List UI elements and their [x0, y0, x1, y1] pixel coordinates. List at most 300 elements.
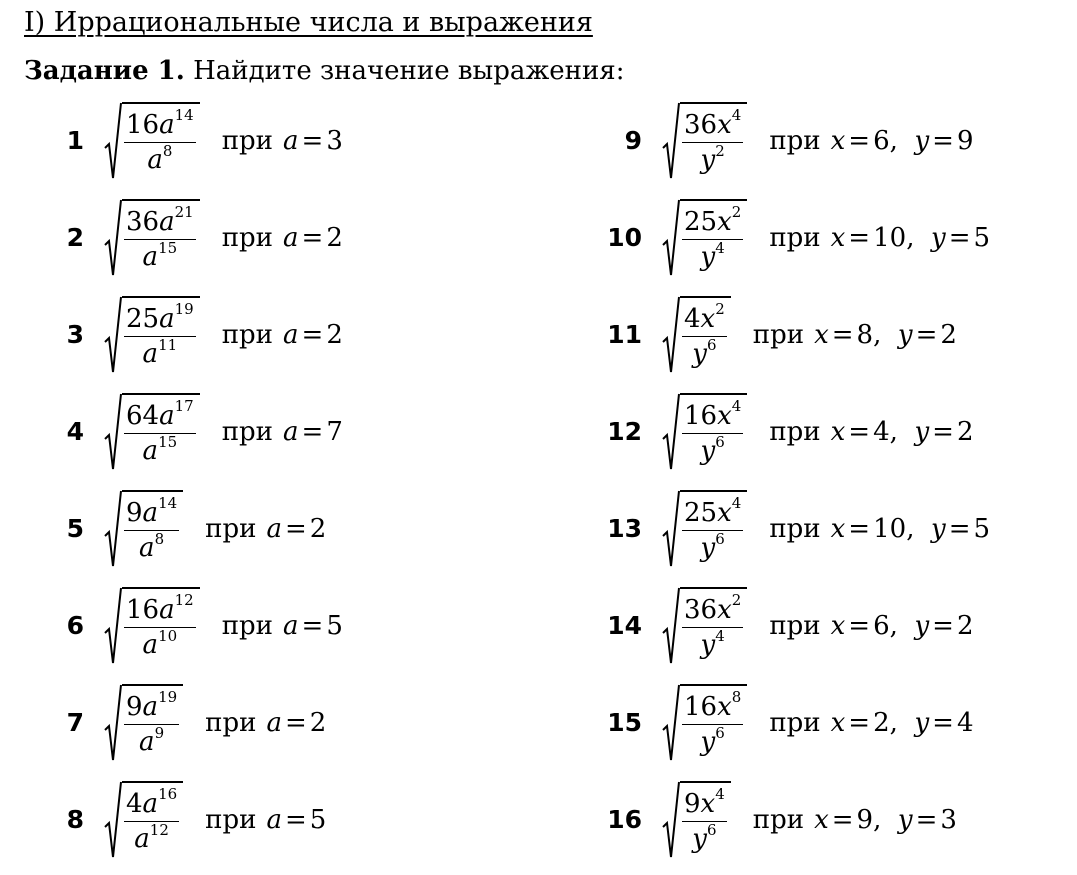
- condition-value: 6: [873, 125, 890, 156]
- condition-word: при: [221, 125, 274, 156]
- denominator-exponent: 10: [158, 626, 178, 645]
- condition-value: 10: [873, 513, 907, 544]
- numerator-coefficient: 36: [126, 206, 160, 237]
- problem-item: [600, 286, 957, 383]
- fraction: [124, 785, 179, 855]
- radical-sign-icon: [662, 490, 680, 568]
- numerator-coefficient: 36: [684, 594, 718, 625]
- condition-value: 3: [940, 804, 957, 835]
- denominator-exponent: 4: [715, 626, 725, 645]
- denominator-variable: a: [142, 242, 159, 273]
- equals-sign: =: [284, 804, 307, 835]
- problem-number: 10: [607, 223, 642, 252]
- condition-word: при: [769, 222, 821, 253]
- problem-number: 6: [66, 611, 84, 640]
- condition-value: 9: [956, 125, 974, 156]
- fraction-denominator: [145, 141, 174, 176]
- fraction-numerator: [682, 591, 743, 626]
- condition-word: при: [769, 125, 821, 156]
- condition: [222, 126, 343, 156]
- equals-sign: =: [831, 319, 854, 350]
- radicand: [122, 296, 200, 374]
- condition-separator: ,: [889, 416, 915, 447]
- fraction: [682, 688, 743, 758]
- condition-value: 2: [326, 222, 343, 253]
- fraction-denominator: [699, 529, 727, 564]
- fraction-denominator: [141, 335, 180, 370]
- condition-variable: a: [283, 222, 299, 253]
- denominator-exponent: 6: [715, 529, 725, 548]
- fraction: [124, 688, 179, 758]
- fraction-numerator: [124, 688, 179, 723]
- condition-variable: x: [814, 319, 829, 350]
- denominator-exponent: 4: [715, 238, 725, 257]
- denominator-variable: y: [700, 242, 716, 273]
- square-root: [662, 684, 747, 762]
- denominator-exponent: 6: [706, 820, 717, 839]
- condition: [222, 320, 343, 350]
- numerator-variable: a: [159, 400, 175, 431]
- radical-sign-icon: [662, 199, 680, 277]
- fraction: [682, 591, 743, 661]
- equals-sign: =: [301, 319, 324, 350]
- condition: [205, 708, 326, 738]
- problem-item: [600, 480, 990, 577]
- radical-sign-icon: [104, 587, 122, 665]
- problem-item: [42, 286, 343, 383]
- radicand: [122, 490, 183, 568]
- numerator-exponent: 8: [731, 688, 742, 707]
- condition-value: 6: [873, 610, 890, 641]
- condition-separator: ,: [889, 707, 915, 738]
- condition-separator: ,: [873, 804, 898, 835]
- numerator-exponent: 4: [731, 106, 742, 125]
- denominator-variable: y: [700, 533, 716, 564]
- fraction-denominator: [690, 820, 718, 855]
- numerator-exponent: 16: [158, 785, 178, 804]
- numerator-variable: x: [717, 400, 732, 431]
- fraction-bar: [682, 821, 727, 823]
- fraction-denominator: [699, 141, 727, 176]
- fraction: [682, 494, 743, 564]
- fraction-denominator: [141, 432, 180, 467]
- denominator-exponent: 6: [715, 432, 725, 451]
- condition-word: при: [752, 319, 805, 350]
- radicand: [680, 393, 747, 471]
- denominator-exponent: 9: [154, 723, 165, 742]
- denominator-variable: y: [692, 824, 707, 855]
- numerator-coefficient: 9: [126, 497, 143, 528]
- condition-variable: y: [914, 610, 930, 641]
- condition-variable: a: [266, 804, 282, 835]
- problem-number: 12: [607, 417, 642, 446]
- fraction-numerator: [124, 591, 196, 626]
- square-root: [662, 102, 747, 180]
- equals-sign: =: [301, 222, 324, 253]
- fraction-bar: [682, 530, 743, 532]
- radical-sign-icon: [662, 587, 680, 665]
- denominator-exponent: 15: [158, 238, 178, 257]
- numerator-variable: a: [142, 691, 159, 722]
- condition: [769, 611, 973, 641]
- condition-variable: a: [283, 416, 299, 447]
- numerator-variable: x: [717, 109, 732, 140]
- condition-word: при: [221, 222, 274, 253]
- condition-word: при: [221, 416, 274, 447]
- square-root: [104, 684, 183, 762]
- numerator-exponent: 14: [174, 106, 194, 125]
- numerator-coefficient: 16: [126, 594, 160, 625]
- numerator-coefficient: 64: [126, 400, 160, 431]
- fraction-numerator: [124, 106, 196, 141]
- condition-variable: a: [266, 707, 282, 738]
- problem-item: [600, 383, 973, 480]
- radicand: [122, 781, 183, 859]
- numerator-coefficient: 25: [684, 497, 718, 528]
- problem-number: 5: [66, 514, 84, 543]
- equals-sign: =: [831, 804, 854, 835]
- numerator-variable: x: [717, 497, 732, 528]
- fraction-numerator: [682, 203, 743, 238]
- denominator-exponent: 8: [154, 529, 165, 548]
- numerator-exponent: 14: [158, 494, 178, 513]
- radical-sign-icon: [662, 684, 680, 762]
- denominator-exponent: 15: [158, 432, 178, 451]
- numerator-variable: x: [700, 303, 716, 334]
- condition-word: при: [769, 513, 821, 544]
- condition-value: 9: [856, 804, 874, 835]
- radical-sign-icon: [104, 684, 122, 762]
- numerator-exponent: 4: [731, 397, 742, 416]
- condition-word: при: [205, 707, 257, 738]
- equals-sign: =: [284, 707, 307, 738]
- condition-word: при: [769, 416, 821, 447]
- equals-sign: =: [848, 222, 871, 253]
- problem-number: 11: [607, 320, 642, 349]
- condition-variable: y: [930, 513, 946, 544]
- condition-variable: y: [897, 319, 913, 350]
- radicand: [680, 587, 747, 665]
- equals-sign: =: [932, 610, 954, 641]
- square-root: [662, 199, 747, 277]
- equals-sign: =: [948, 513, 971, 544]
- condition-value: 2: [956, 416, 974, 447]
- radical-sign-icon: [104, 393, 122, 471]
- fraction-numerator: [124, 494, 179, 529]
- fraction-numerator: [124, 397, 196, 432]
- radical-sign-icon: [104, 490, 122, 568]
- numerator-exponent: 4: [731, 494, 742, 513]
- denominator-variable: a: [139, 533, 155, 564]
- fraction-numerator: [682, 494, 743, 529]
- fraction: [682, 397, 743, 467]
- condition-separator: ,: [906, 222, 931, 253]
- condition-word: при: [221, 319, 274, 350]
- denominator-variable: y: [700, 436, 716, 467]
- square-root: [662, 781, 731, 859]
- radical-sign-icon: [662, 781, 680, 859]
- equals-sign: =: [848, 707, 871, 738]
- condition-variable: x: [830, 222, 846, 253]
- fraction: [682, 785, 727, 855]
- condition: [753, 320, 957, 350]
- condition-variable: a: [283, 610, 299, 641]
- problem-item: [42, 92, 343, 189]
- condition-value: 3: [326, 125, 343, 156]
- fraction: [124, 591, 196, 661]
- condition-variable: a: [266, 513, 282, 544]
- square-root: [104, 490, 183, 568]
- radicand: [680, 102, 747, 180]
- denominator-exponent: 12: [149, 820, 169, 839]
- problem-item: [42, 771, 326, 868]
- condition-variable: x: [830, 513, 846, 544]
- condition: [769, 126, 973, 156]
- equals-sign: =: [301, 125, 324, 156]
- numerator-exponent: 4: [715, 785, 725, 804]
- numerator-coefficient: 4: [684, 303, 701, 334]
- denominator-variable: a: [142, 339, 159, 370]
- denominator-variable: y: [692, 339, 707, 370]
- denominator-exponent: 8: [162, 141, 173, 160]
- denominator-variable: y: [700, 630, 716, 661]
- problem-item: [600, 577, 973, 674]
- fraction-denominator: [137, 723, 166, 758]
- fraction: [682, 300, 727, 370]
- condition: [205, 805, 326, 835]
- task-label: Задание 1.: [24, 56, 185, 86]
- numerator-coefficient: 25: [684, 206, 718, 237]
- denominator-exponent: 2: [715, 141, 725, 160]
- numerator-coefficient: 36: [684, 109, 718, 140]
- numerator-variable: x: [717, 691, 732, 722]
- condition-variable: y: [914, 707, 930, 738]
- problem-item: [600, 674, 973, 771]
- numerator-exponent: 21: [174, 203, 194, 222]
- problem-number: 2: [66, 223, 84, 252]
- radicand: [680, 296, 731, 374]
- condition-variable: x: [830, 610, 846, 641]
- radicand: [122, 393, 200, 471]
- condition: [769, 514, 990, 544]
- numerator-coefficient: 16: [684, 691, 718, 722]
- denominator-variable: a: [147, 145, 163, 176]
- section-title: I) Иррациональные числа и выражения: [24, 7, 593, 38]
- radical-sign-icon: [662, 393, 680, 471]
- fraction: [682, 106, 743, 176]
- problem-number: 7: [66, 708, 84, 737]
- square-root: [104, 296, 200, 374]
- condition: [222, 611, 343, 641]
- square-root: [662, 587, 747, 665]
- numerator-coefficient: 16: [684, 400, 718, 431]
- numerator-exponent: 19: [174, 300, 194, 319]
- condition-separator: ,: [873, 319, 898, 350]
- fraction-bar: [682, 724, 743, 726]
- fraction-numerator: [682, 688, 743, 723]
- fraction-numerator: [124, 785, 179, 820]
- numerator-exponent: 2: [715, 300, 725, 319]
- problem-item: [42, 480, 326, 577]
- condition-value: 8: [856, 319, 874, 350]
- radicand: [680, 781, 731, 859]
- radical-sign-icon: [104, 199, 122, 277]
- denominator-variable: a: [142, 436, 159, 467]
- numerator-exponent: 2: [731, 203, 742, 222]
- denominator-exponent: 11: [158, 335, 178, 354]
- denominator-variable: a: [142, 630, 159, 661]
- condition-word: при: [752, 804, 805, 835]
- problem-item: [600, 771, 957, 868]
- problem-number: 1: [66, 126, 84, 155]
- condition-value: 5: [309, 804, 327, 835]
- numerator-coefficient: 9: [684, 788, 701, 819]
- fraction-denominator: [699, 238, 727, 273]
- equals-sign: =: [301, 610, 324, 641]
- condition: [222, 223, 343, 253]
- radicand: [680, 199, 747, 277]
- equals-sign: =: [915, 804, 938, 835]
- condition-variable: y: [914, 416, 930, 447]
- fraction-bar: [682, 239, 743, 241]
- numerator-variable: x: [717, 594, 732, 625]
- fraction-denominator: [137, 529, 166, 564]
- condition-value: 10: [873, 222, 907, 253]
- fraction: [124, 397, 196, 467]
- problem-number: 16: [607, 805, 642, 834]
- problem-item: [42, 189, 343, 286]
- condition-word: при: [205, 804, 257, 835]
- equals-sign: =: [932, 707, 954, 738]
- condition-value: 2: [309, 707, 327, 738]
- radicand: [122, 199, 200, 277]
- problem-number: 8: [66, 805, 84, 834]
- condition-value: 4: [873, 416, 890, 447]
- fraction-numerator: [682, 397, 743, 432]
- denominator-variable: y: [700, 145, 716, 176]
- condition-variable: x: [830, 416, 846, 447]
- condition-value: 2: [956, 610, 974, 641]
- condition-value: 2: [873, 707, 890, 738]
- problem-number: 9: [624, 126, 642, 155]
- condition-variable: y: [897, 804, 913, 835]
- condition: [769, 417, 973, 447]
- condition-variable: x: [830, 707, 846, 738]
- fraction: [124, 300, 196, 370]
- problem-number: 15: [607, 708, 642, 737]
- fraction-bar: [682, 142, 743, 144]
- condition-value: 2: [309, 513, 327, 544]
- fraction-numerator: [682, 300, 727, 335]
- fraction: [124, 106, 196, 176]
- fraction-bar: [124, 724, 179, 726]
- condition: [222, 417, 343, 447]
- equals-sign: =: [848, 513, 871, 544]
- numerator-variable: a: [159, 109, 175, 140]
- fraction-numerator: [124, 300, 196, 335]
- equals-sign: =: [932, 125, 954, 156]
- radicand: [680, 684, 747, 762]
- problem-item: [42, 577, 343, 674]
- condition: [753, 805, 957, 835]
- denominator-variable: a: [139, 727, 155, 758]
- fraction-denominator: [690, 335, 718, 370]
- fraction-denominator: [132, 820, 171, 855]
- fraction-bar: [124, 530, 179, 532]
- fraction: [124, 494, 179, 564]
- condition-value: 7: [326, 416, 343, 447]
- fraction-denominator: [699, 723, 727, 758]
- condition-value: 5: [326, 610, 343, 641]
- condition-word: при: [221, 610, 274, 641]
- equals-sign: =: [848, 610, 871, 641]
- radical-sign-icon: [104, 781, 122, 859]
- condition-value: 2: [326, 319, 343, 350]
- numerator-exponent: 17: [174, 397, 194, 416]
- condition-word: при: [205, 513, 257, 544]
- problem-item: [42, 674, 326, 771]
- numerator-variable: x: [700, 788, 716, 819]
- square-root: [104, 393, 200, 471]
- numerator-variable: a: [142, 788, 159, 819]
- equals-sign: =: [301, 416, 324, 447]
- numerator-exponent: 12: [174, 591, 194, 610]
- numerator-variable: a: [159, 594, 175, 625]
- equals-sign: =: [948, 222, 971, 253]
- square-root: [104, 199, 200, 277]
- condition: [205, 514, 326, 544]
- equals-sign: =: [848, 416, 871, 447]
- condition-value: 5: [973, 222, 991, 253]
- condition-value: 5: [973, 513, 991, 544]
- numerator-coefficient: 4: [126, 788, 143, 819]
- fraction: [124, 203, 196, 273]
- numerator-coefficient: 16: [126, 109, 160, 140]
- numerator-exponent: 2: [731, 591, 742, 610]
- condition-separator: ,: [906, 513, 931, 544]
- condition-variable: x: [814, 804, 829, 835]
- fraction-denominator: [699, 626, 727, 661]
- condition-separator: ,: [889, 610, 915, 641]
- numerator-coefficient: 25: [126, 303, 160, 334]
- square-root: [662, 296, 731, 374]
- radical-sign-icon: [662, 296, 680, 374]
- radicand: [122, 587, 200, 665]
- problem-number: 4: [66, 417, 84, 446]
- condition-word: при: [769, 610, 821, 641]
- condition-variable: a: [283, 319, 299, 350]
- square-root: [104, 587, 200, 665]
- fraction-denominator: [141, 238, 180, 273]
- numerator-variable: x: [717, 206, 732, 237]
- numerator-variable: a: [159, 303, 175, 334]
- numerator-variable: a: [159, 206, 175, 237]
- task-text: Найдите значение выражения:: [193, 56, 625, 86]
- denominator-exponent: 6: [706, 335, 717, 354]
- radical-sign-icon: [662, 102, 680, 180]
- condition-separator: ,: [889, 125, 915, 156]
- condition: [769, 223, 990, 253]
- condition-value: 4: [956, 707, 974, 738]
- square-root: [662, 393, 747, 471]
- denominator-variable: y: [700, 727, 716, 758]
- radical-sign-icon: [104, 296, 122, 374]
- fraction-bar: [682, 336, 727, 338]
- equals-sign: =: [284, 513, 307, 544]
- radicand: [680, 490, 747, 568]
- radicand: [122, 102, 200, 180]
- numerator-variable: a: [142, 497, 159, 528]
